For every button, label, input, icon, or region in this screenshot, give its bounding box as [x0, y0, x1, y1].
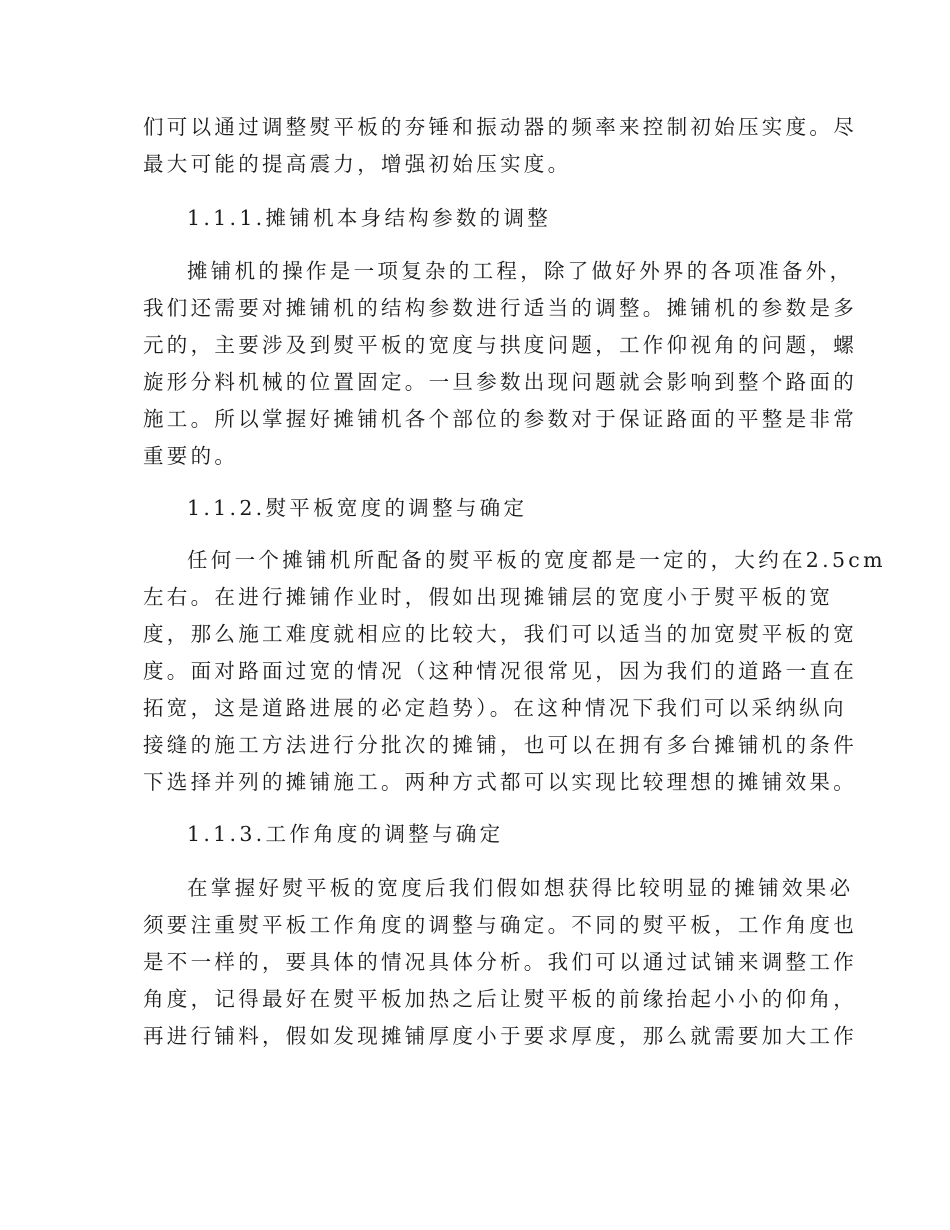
section-heading: 1.1.1.摊铺机本身结构参数的调整	[187, 206, 552, 230]
paragraph-line: 须要注重熨平板工作角度的调整与确定。不同的熨平板，工作角度也	[143, 913, 857, 937]
paragraph-line: 施工。所以掌握好摊铺机各个部位的参数对于保证路面的平整是非常	[143, 407, 857, 431]
section-heading: 1.1.2.熨平板宽度的调整与确定	[187, 496, 528, 520]
paragraph-line: 摊铺机的操作是一项复杂的工程，除了做好外界的各项准备外，	[187, 259, 854, 283]
paragraph-line: 重要的。	[143, 444, 239, 468]
paragraph-line: 我们还需要对摊铺机的结构参数进行适当的调整。摊铺机的参数是多	[143, 296, 857, 320]
paragraph-line: 们可以通过调整熨平板的夯锤和振动器的频率来控制初始压实度。尽	[143, 115, 857, 139]
paragraph-line: 在掌握好熨平板的宽度后我们假如想获得比较明显的摊铺效果必	[187, 876, 854, 900]
paragraph-line: 度。面对路面过宽的情况（这种情况很常见，因为我们的道路一直在	[143, 659, 857, 683]
paragraph-line: 是不一样的，要具体的情况具体分析。我们可以通过试铺来调整工作	[143, 950, 857, 974]
section-heading: 1.1.3.工作角度的调整与确定	[187, 822, 504, 846]
paragraph-line: 最大可能的提高震力，增强初始压实度。	[143, 152, 572, 176]
paragraph-line: 角度，记得最好在熨平板加热之后让熨平板的前缘抬起小小的仰角，	[143, 987, 857, 1011]
paragraph-line: 拓宽，这是道路进展的必定趋势）。在这种情况下我们可以采纳纵向	[143, 696, 847, 720]
paragraph-line: 左右。在进行摊铺作业时，假如出现摊铺层的宽度小于熨平板的宽	[143, 585, 834, 609]
paragraph-line: 度，那么施工难度就相应的比较大，我们可以适当的加宽熨平板的宽	[143, 622, 857, 646]
paragraph-line: 下选择并列的摊铺施工。两种方式都可以实现比较理想的摊铺效果。	[143, 770, 857, 794]
paragraph-line: 旋形分料机械的位置固定。一旦参数出现问题就会影响到整个路面的	[143, 370, 857, 394]
paragraph-line: 再进行铺料，假如发现摊铺厚度小于要求厚度，那么就需要加大工作	[143, 1024, 857, 1048]
paragraph-line: 任何一个摊铺机所配备的熨平板的宽度都是一定的，大约在2.5cm	[187, 548, 886, 572]
paragraph-line: 接缝的施工方法进行分批次的摊铺，也可以在拥有多台摊铺机的条件	[143, 733, 857, 757]
paragraph-line: 元的，主要涉及到熨平板的宽度与拱度问题，工作仰视角的问题，螺	[143, 333, 857, 357]
